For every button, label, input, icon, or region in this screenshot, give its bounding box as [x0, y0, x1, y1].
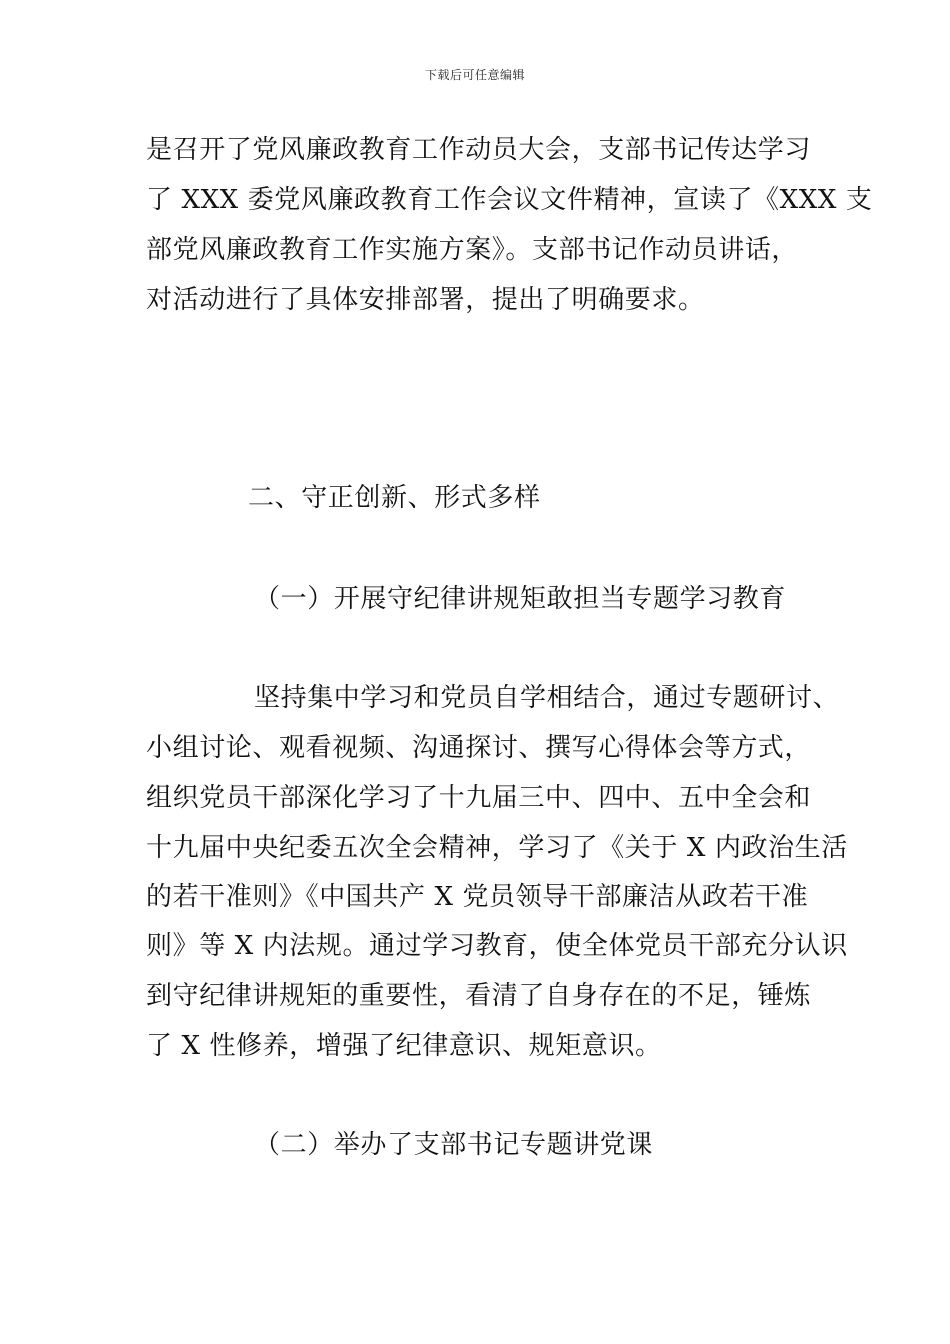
paragraph-line: 组织党员干部深化学习了十九届三中、四中、五中全会和	[146, 783, 812, 813]
paragraph-line: 小组讨论、观看视频、沟通探讨、撰写心得体会等方式，	[146, 733, 812, 763]
section-heading: 二、守正创新、形式多样	[248, 483, 541, 513]
subsection-heading: （二）举办了支部书记专题讲党课	[254, 1130, 654, 1160]
paragraph-line: 是召开了党风廉政教育工作动员大会，支部书记传达学习	[146, 135, 812, 165]
paragraph-line: 部党风廉政教育工作实施方案》。支部书记作动员讲话，	[146, 235, 799, 265]
paragraph-line: 十九届中央纪委五次全会精神，学习了《关于 X 内政治生活	[146, 833, 848, 863]
paragraph-line: 对活动进行了具体安排部署，提出了明确要求。	[146, 285, 705, 315]
header-note: 下载后可任意编辑	[424, 68, 525, 82]
paragraph-line: 了 XXX 委党风廉政教育工作会议文件精神，宣读了《XXX 支	[146, 185, 873, 215]
subsection-heading: （一）开展守纪律讲规矩敢担当专题学习教育	[254, 584, 787, 614]
paragraph-line: 的若干准则》《中国共产 X 党员领导干部廉洁从政若干准	[146, 882, 809, 912]
paragraph-line: 到守纪律讲规矩的重要性，看清了自身存在的不足，锤炼	[146, 981, 812, 1011]
paragraph-line: 则》等 X 内法规。通过学习教育，使全体党员干部充分认识	[146, 931, 848, 961]
paragraph-line: 坚持集中学习和党员自学相结合，通过专题研讨、	[254, 683, 840, 713]
paragraph-line: 了 X 性修养，增强了纪律意识、规矩意识。	[146, 1031, 662, 1061]
